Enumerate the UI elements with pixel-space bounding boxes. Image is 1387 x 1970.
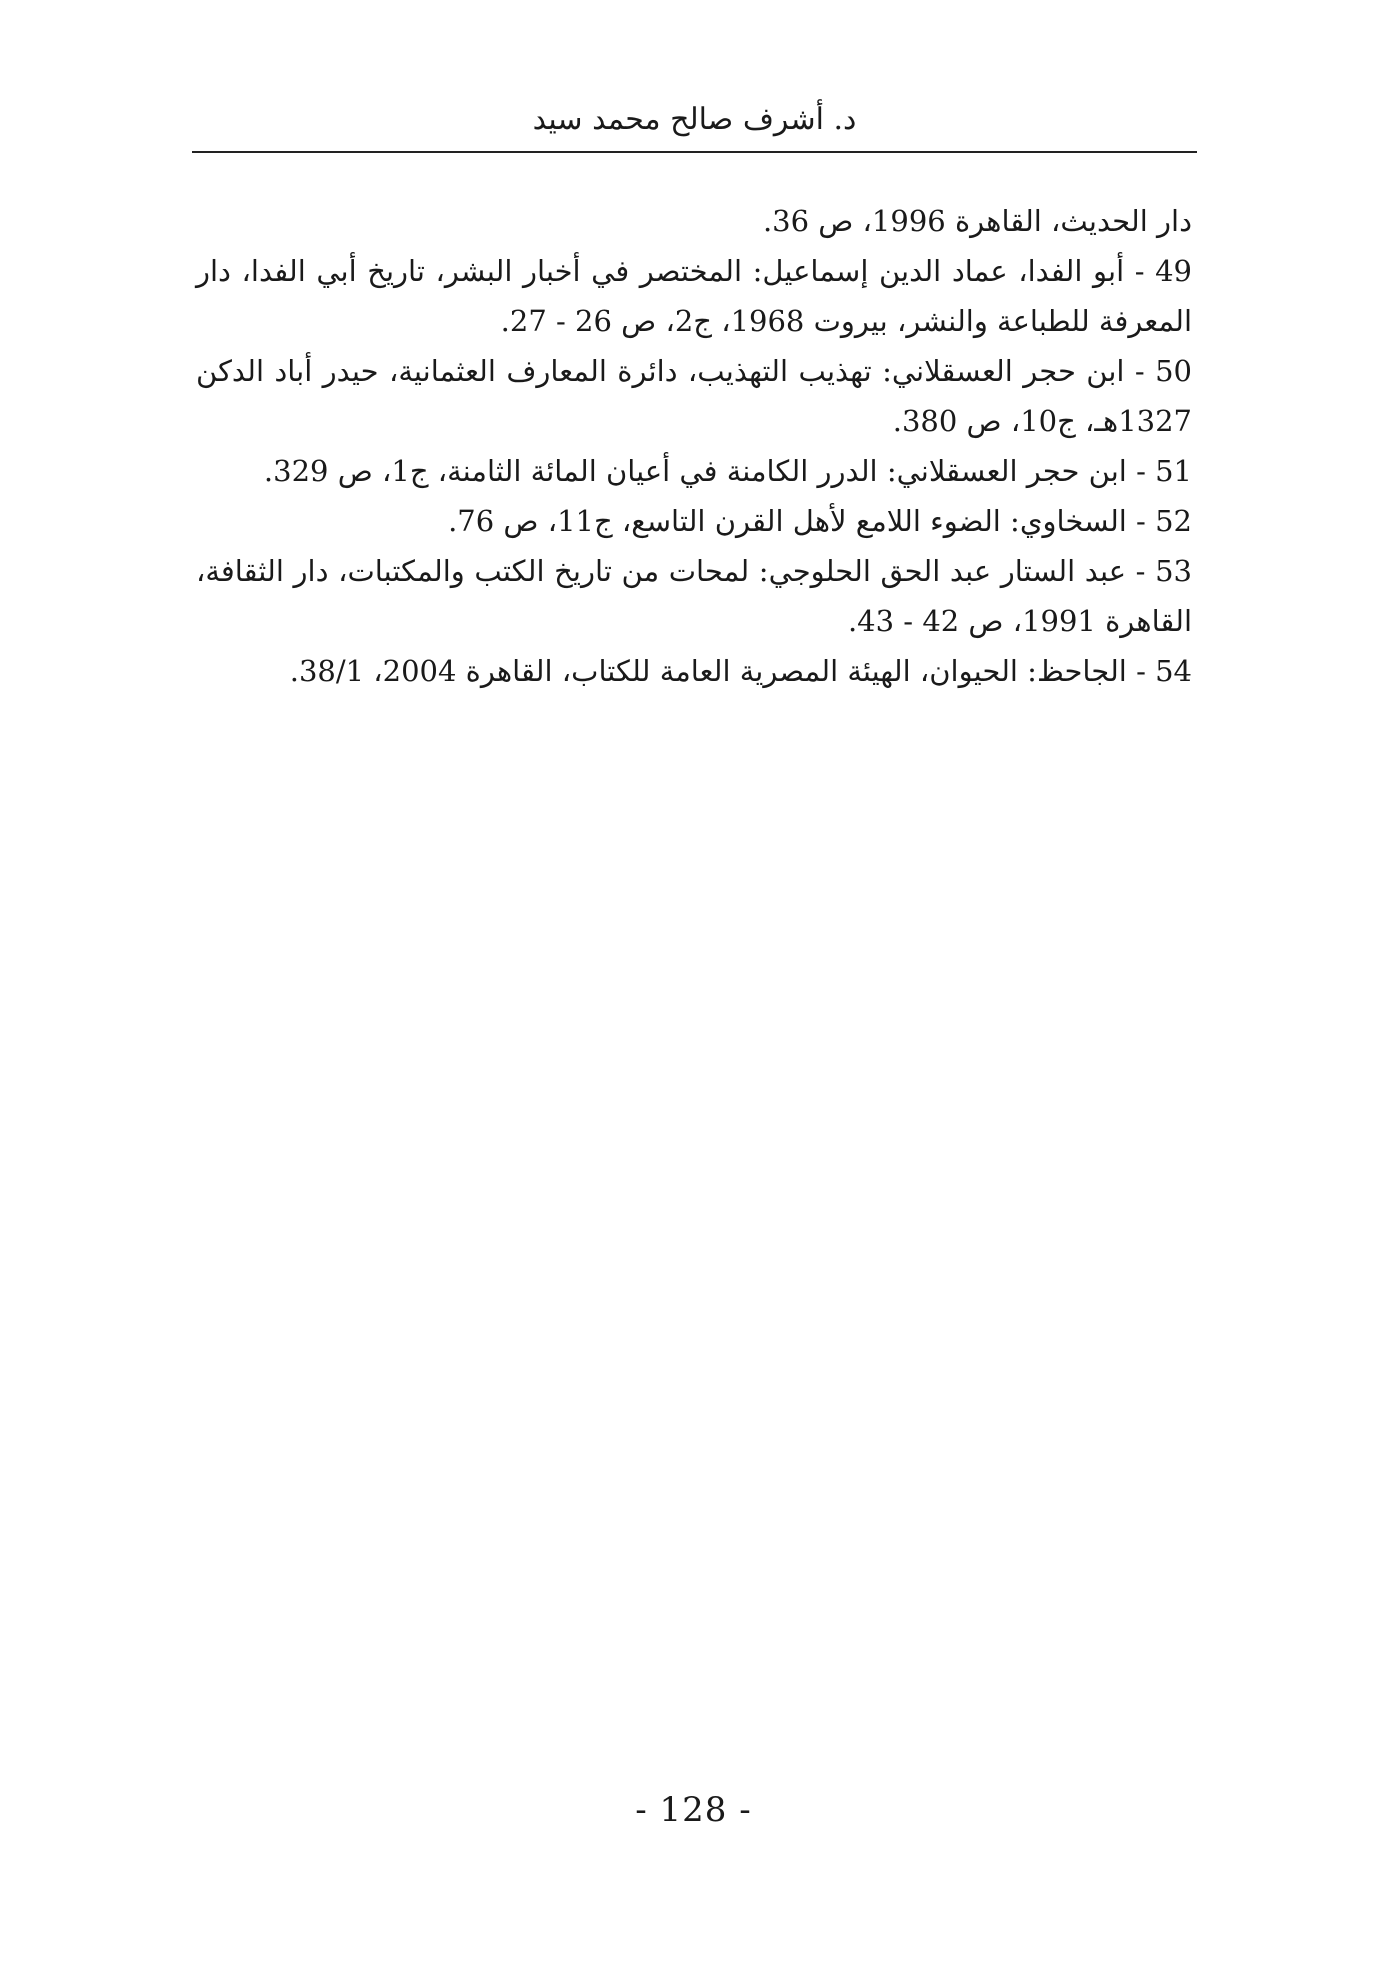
footnote-49: 49 - أبو الفدا، عماد الدين إسماعيل: المختصر في أخبار البشر، تاريخ أبي الفدا، دار المعرفة للطباعة والنشر، بيروت 1968، ج2، ص 26 - 27. bbox=[196, 254, 1192, 338]
footnotes-list bbox=[196, 196, 1192, 696]
footnote-54: 54 - الجاحظ: الحيوان، الهيئة المصرية العامة للكتاب، القاهرة 2004، 38/1. bbox=[289, 654, 1192, 688]
running-header-author: د. أشرف صالح محمد سيد bbox=[532, 102, 857, 137]
page-number: - 128 - bbox=[635, 1790, 752, 1830]
footnote-53: 53 - عبد الستار عبد الحق الحلوجي: لمحات من تاريخ الكتب والمكتبات، دار الثقافة، القاهرة 1991، ص 42 - 43. bbox=[196, 554, 1192, 638]
footnote-51: 51 - ابن حجر العسقلاني: الدرر الكامنة في أعيان المائة الثامنة، ج1، ص 329. bbox=[263, 454, 1192, 488]
header-divider bbox=[192, 151, 1197, 153]
footnote-continuation: دار الحديث، القاهرة 1996، ص 36. bbox=[762, 204, 1192, 238]
footnote-50: 50 - ابن حجر العسقلاني: تهذيب التهذيب، دائرة المعارف العثمانية، حيدر أباد الدكن 1327هـ، ج10، ص 380. bbox=[196, 354, 1192, 438]
footnote-52: 52 - السخاوي: الضوء اللامع لأهل القرن التاسع، ج11، ص 76. bbox=[448, 504, 1192, 538]
